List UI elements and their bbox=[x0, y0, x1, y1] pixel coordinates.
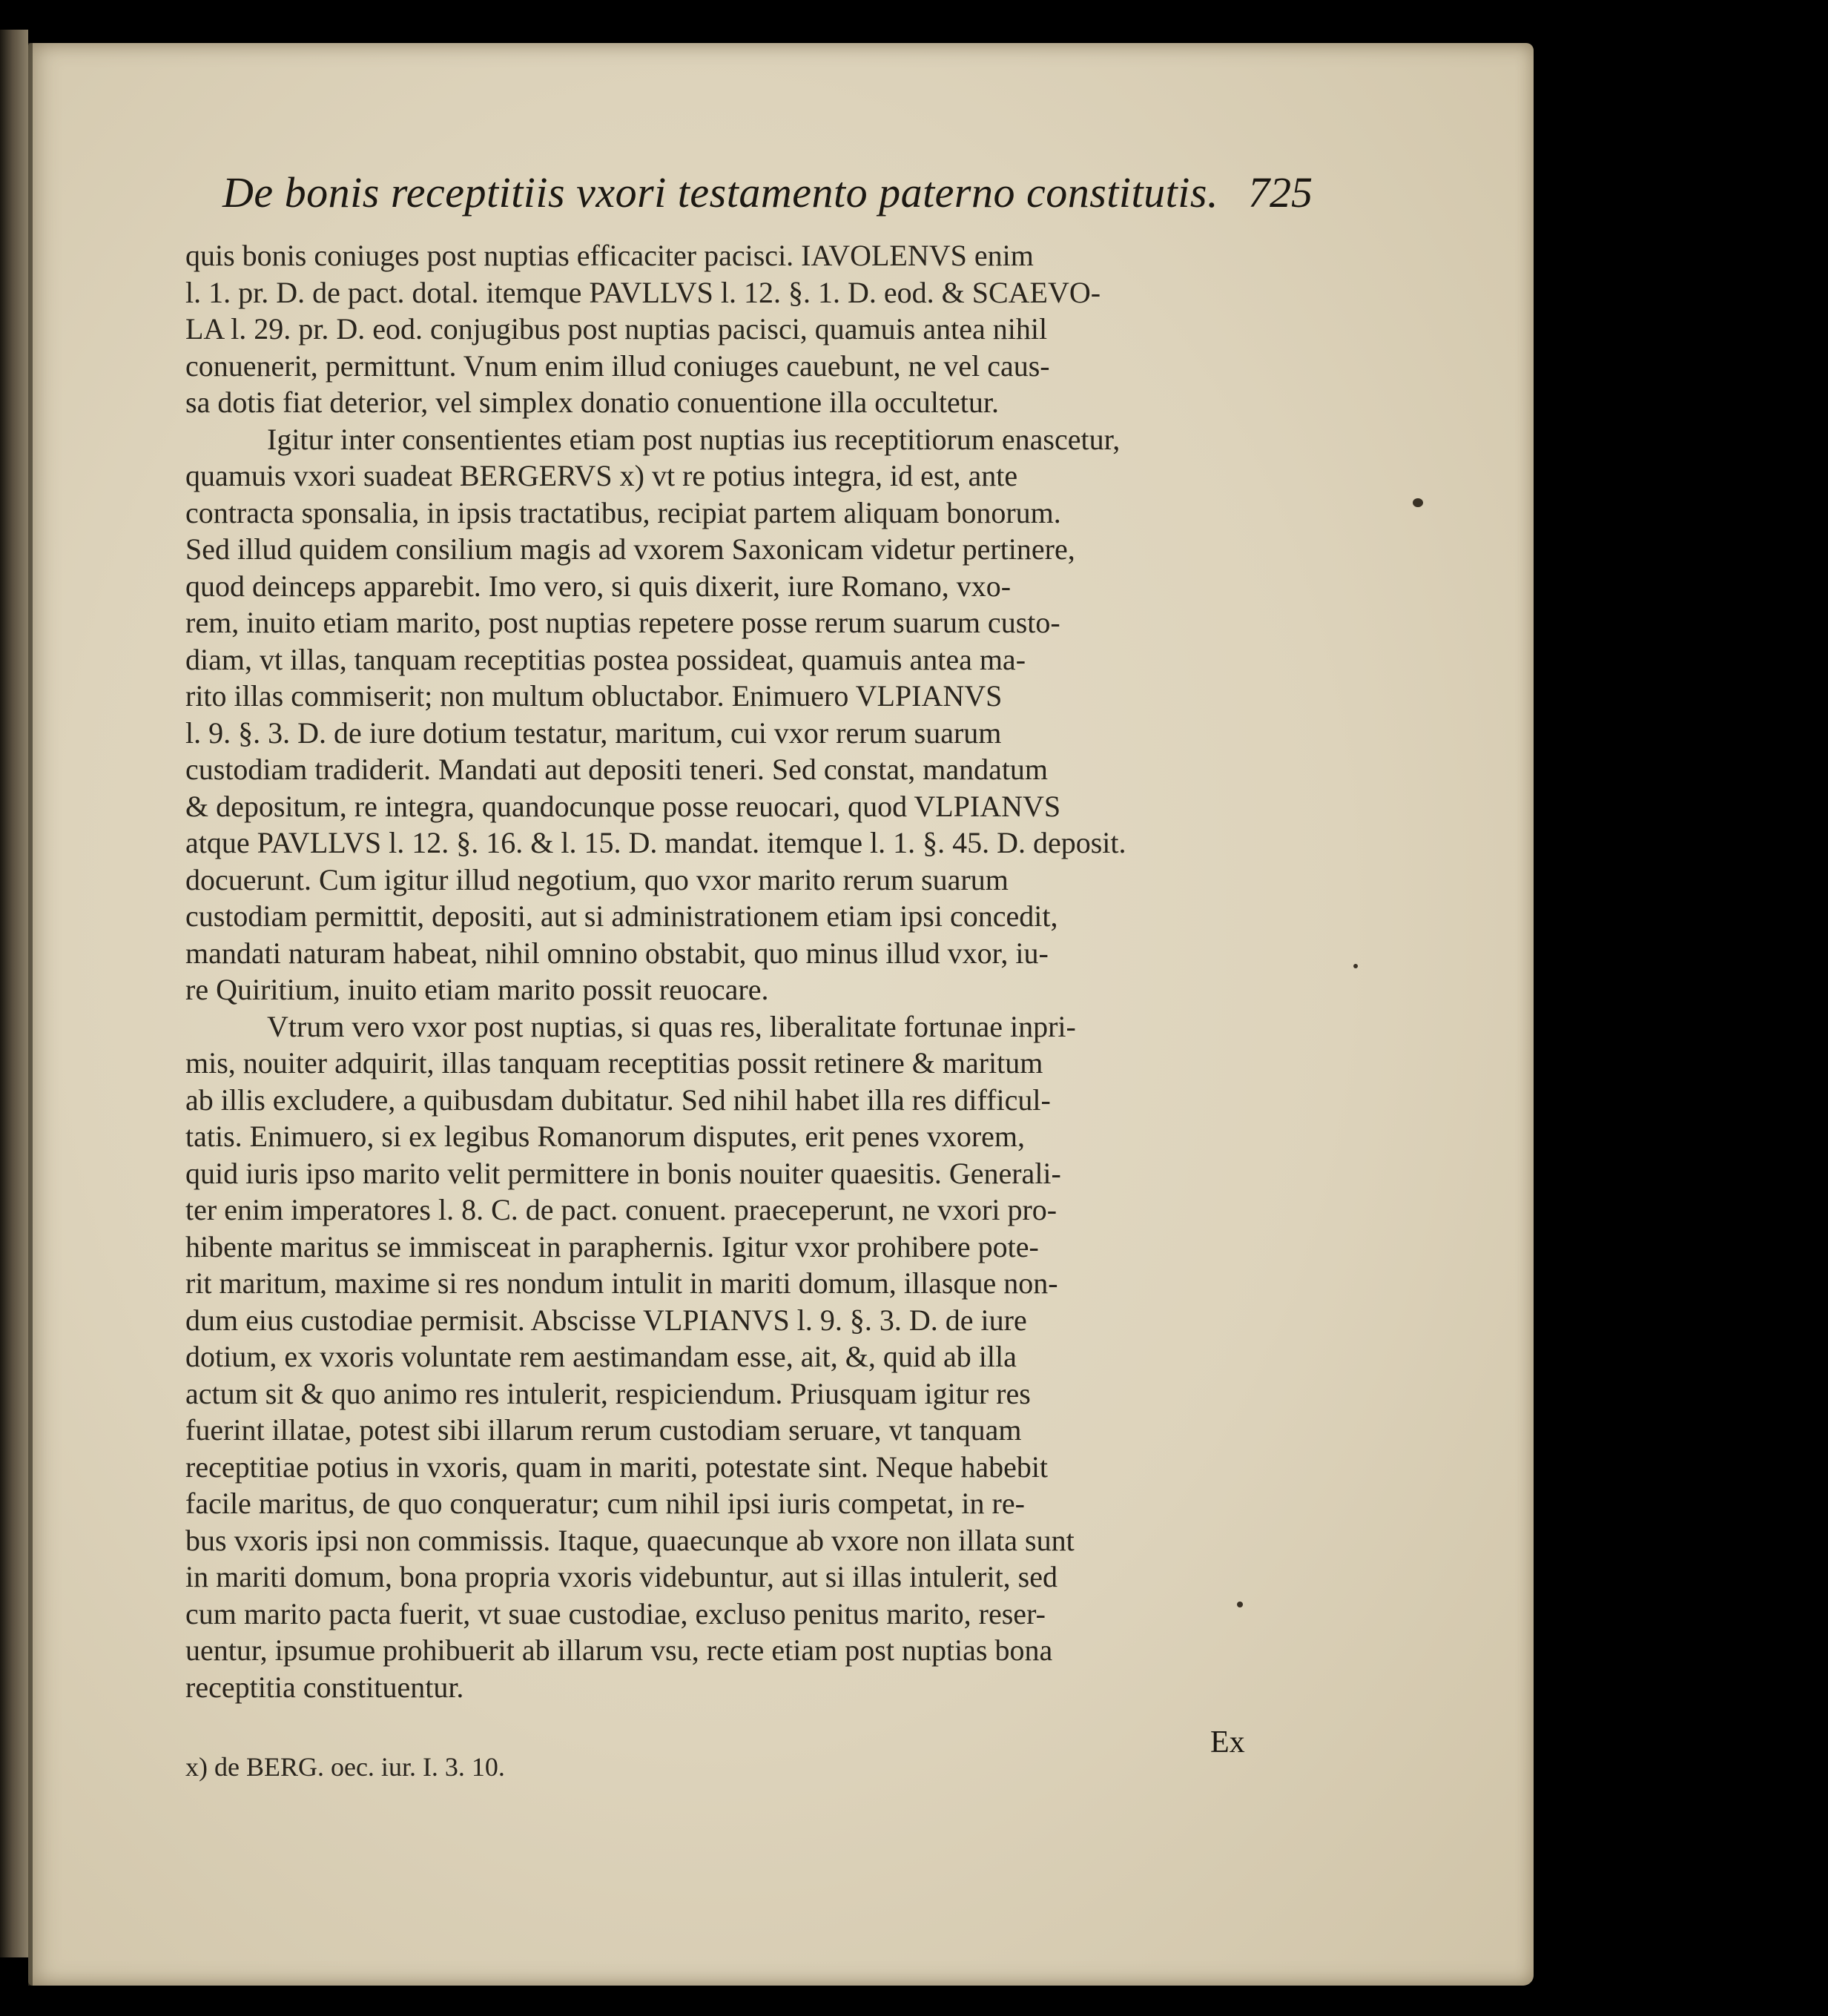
text-line: cum marito pacta fuerit, vt suae custodiae, excluso penitus marito, reser- bbox=[185, 1596, 1046, 1630]
text-line: sa dotis fiat deterior, vel simplex donatio conuentione illa occultetur. bbox=[185, 386, 999, 419]
foxing-speck bbox=[1413, 498, 1423, 507]
previous-leaf-edge bbox=[0, 30, 28, 1957]
text-line: receptitiae potius in vxoris, quam in mariti, potestate sint. Neque habebit bbox=[185, 1450, 1049, 1484]
text-line: l. 1. pr. D. de pact. dotal. itemque PAVLLVS l. 12. §. 1. D. eod. & SCAEVO- bbox=[185, 275, 1101, 309]
text-line: uentur, ipsumue prohibuerit ab illarum vsu, recte etiam post nuptias bona bbox=[185, 1633, 1053, 1667]
text-line: bus vxoris ipsi non commissis. Itaque, quaecunque ab vxore non illata sunt bbox=[185, 1523, 1075, 1557]
foxing-speck bbox=[1237, 1602, 1243, 1607]
text-line: rem, inuito etiam marito, post nuptias repetere posse rerum suarum custo- bbox=[185, 606, 1060, 639]
text-line: custodiam tradiderit. Mandati aut depositi teneri. Sed constat, mandatum bbox=[185, 753, 1049, 786]
text-line: l. 9. §. 3. D. de iure dotium testatur, maritum, cui vxor rerum suarum bbox=[185, 715, 1002, 750]
text-line: in mariti domum, bona propria vxoris videbuntur, aut si illas intulerit, sed bbox=[185, 1560, 1057, 1593]
text-line: conuenerit, permittunt. Vnum enim illud coniuges cauebunt, ne vel caus- bbox=[185, 348, 1050, 383]
page-gutter bbox=[28, 43, 33, 1986]
running-title: De bonis receptitiis vxori testamento paterno constitutis. bbox=[222, 168, 1218, 217]
text-line: mis, nouiter adquirit, illas tanquam receptitias possit retinere & maritum bbox=[185, 1046, 1043, 1080]
text-line: Sed illud quidem consilium magis ad vxorem Saxonicam videtur pertinere, bbox=[185, 532, 1075, 566]
catchword: Ex bbox=[1210, 1725, 1245, 1759]
text-line: custodiam permittit, depositi, aut si administrationem etiam ipsi concedit, bbox=[185, 899, 1058, 933]
text-line: hibente maritus se immisceat in paraphernis. Igitur vxor prohibere pote- bbox=[185, 1229, 1039, 1263]
text-line: docuerunt. Cum igitur illud negotium, quo vxor marito rerum suarum bbox=[185, 862, 1009, 896]
text-line: diam, vt illas, tanquam receptitias postea possideat, quamuis antea ma- bbox=[185, 642, 1026, 676]
text-line: Igitur inter consentientes etiam post nuptias ius receptitiorum enascetur, bbox=[267, 422, 1121, 456]
text-line: & depositum, re integra, quandocunque posse reuocari, quod VLPIANVS bbox=[185, 789, 1061, 823]
text-line: tatis. Enimuero, si ex legibus Romanorum disputes, erit penes vxorem, bbox=[185, 1120, 1026, 1153]
text-line: rito illas commiserit; non multum obluctabor. Enimuero VLPIANVS bbox=[185, 679, 1003, 713]
text-line: fuerint illatae, potest sibi illarum rerum custodiam seruare, vt tanquam bbox=[185, 1413, 1022, 1447]
text-line: dotium, ex vxoris voluntate rem aestimandam esse, ait, &, quid ab illa bbox=[185, 1340, 1017, 1373]
text-line: LA l. 29. pr. D. eod. conjugibus post nuptias pacisci, quamuis antea nihil bbox=[185, 312, 1048, 346]
text-line: quis bonis coniuges post nuptias efficaciter pacisci. IAVOLENVS enim bbox=[185, 239, 1034, 272]
text-line: receptitia constituentur. bbox=[185, 1670, 464, 1704]
text-line: re Quiritium, inuito etiam marito possit reuocare. bbox=[185, 973, 769, 1006]
text-line: ter enim imperatores l. 8. C. de pact. conuent. praeceperunt, ne vxori pro- bbox=[185, 1193, 1057, 1226]
footnote: x) de BERG. oec. iur. I. 3. 10. bbox=[185, 1752, 505, 1782]
text-line: mandati naturam habeat, nihil omnino obstabit, quo minus illud vxor, iu- bbox=[185, 936, 1049, 970]
text-line: atque PAVLLVS l. 12. §. 16. & l. 15. D. mandat. itemque l. 1. §. 45. D. deposit. bbox=[185, 826, 1126, 859]
page-header bbox=[222, 163, 1313, 230]
page-number: 725 bbox=[1248, 168, 1313, 217]
text-line: ab illis excludere, a quibusdam dubitatur. Sed nihil habet illa res difficul- bbox=[185, 1083, 1051, 1117]
text-line: rit maritum, maxime si res nondum intulit in mariti domum, illasque non- bbox=[185, 1266, 1058, 1300]
text-line: dum eius custodiae permisit. Abscisse VLPIANVS l. 9. §. 3. D. de iure bbox=[185, 1303, 1027, 1337]
text-line: actum sit & quo animo res intulerit, respiciendum. Priusquam igitur res bbox=[185, 1376, 1031, 1410]
text-line: Vtrum vero vxor post nuptias, si quas res, liberalitate fortunae inpri- bbox=[267, 1009, 1076, 1043]
foxing-speck bbox=[1353, 964, 1358, 968]
text-line: contracta sponsalia, in ipsis tractatibus, recipiat partem aliquam bonorum. bbox=[185, 495, 1061, 529]
text-line: quid iuris ipso marito velit permittere in bonis nouiter quaesitis. Generali- bbox=[185, 1156, 1061, 1190]
text-line: quamuis vxori suadeat BERGERVS x) vt re potius integra, id est, ante bbox=[185, 459, 1018, 492]
text-line: facile maritus, de quo conqueratur; cum nihil ipsi iuris competat, in re- bbox=[185, 1487, 1025, 1520]
body-text bbox=[185, 237, 1268, 1705]
text-line: quod deinceps apparebit. Imo vero, si quis dixerit, iure Romano, vxo- bbox=[185, 569, 1012, 603]
